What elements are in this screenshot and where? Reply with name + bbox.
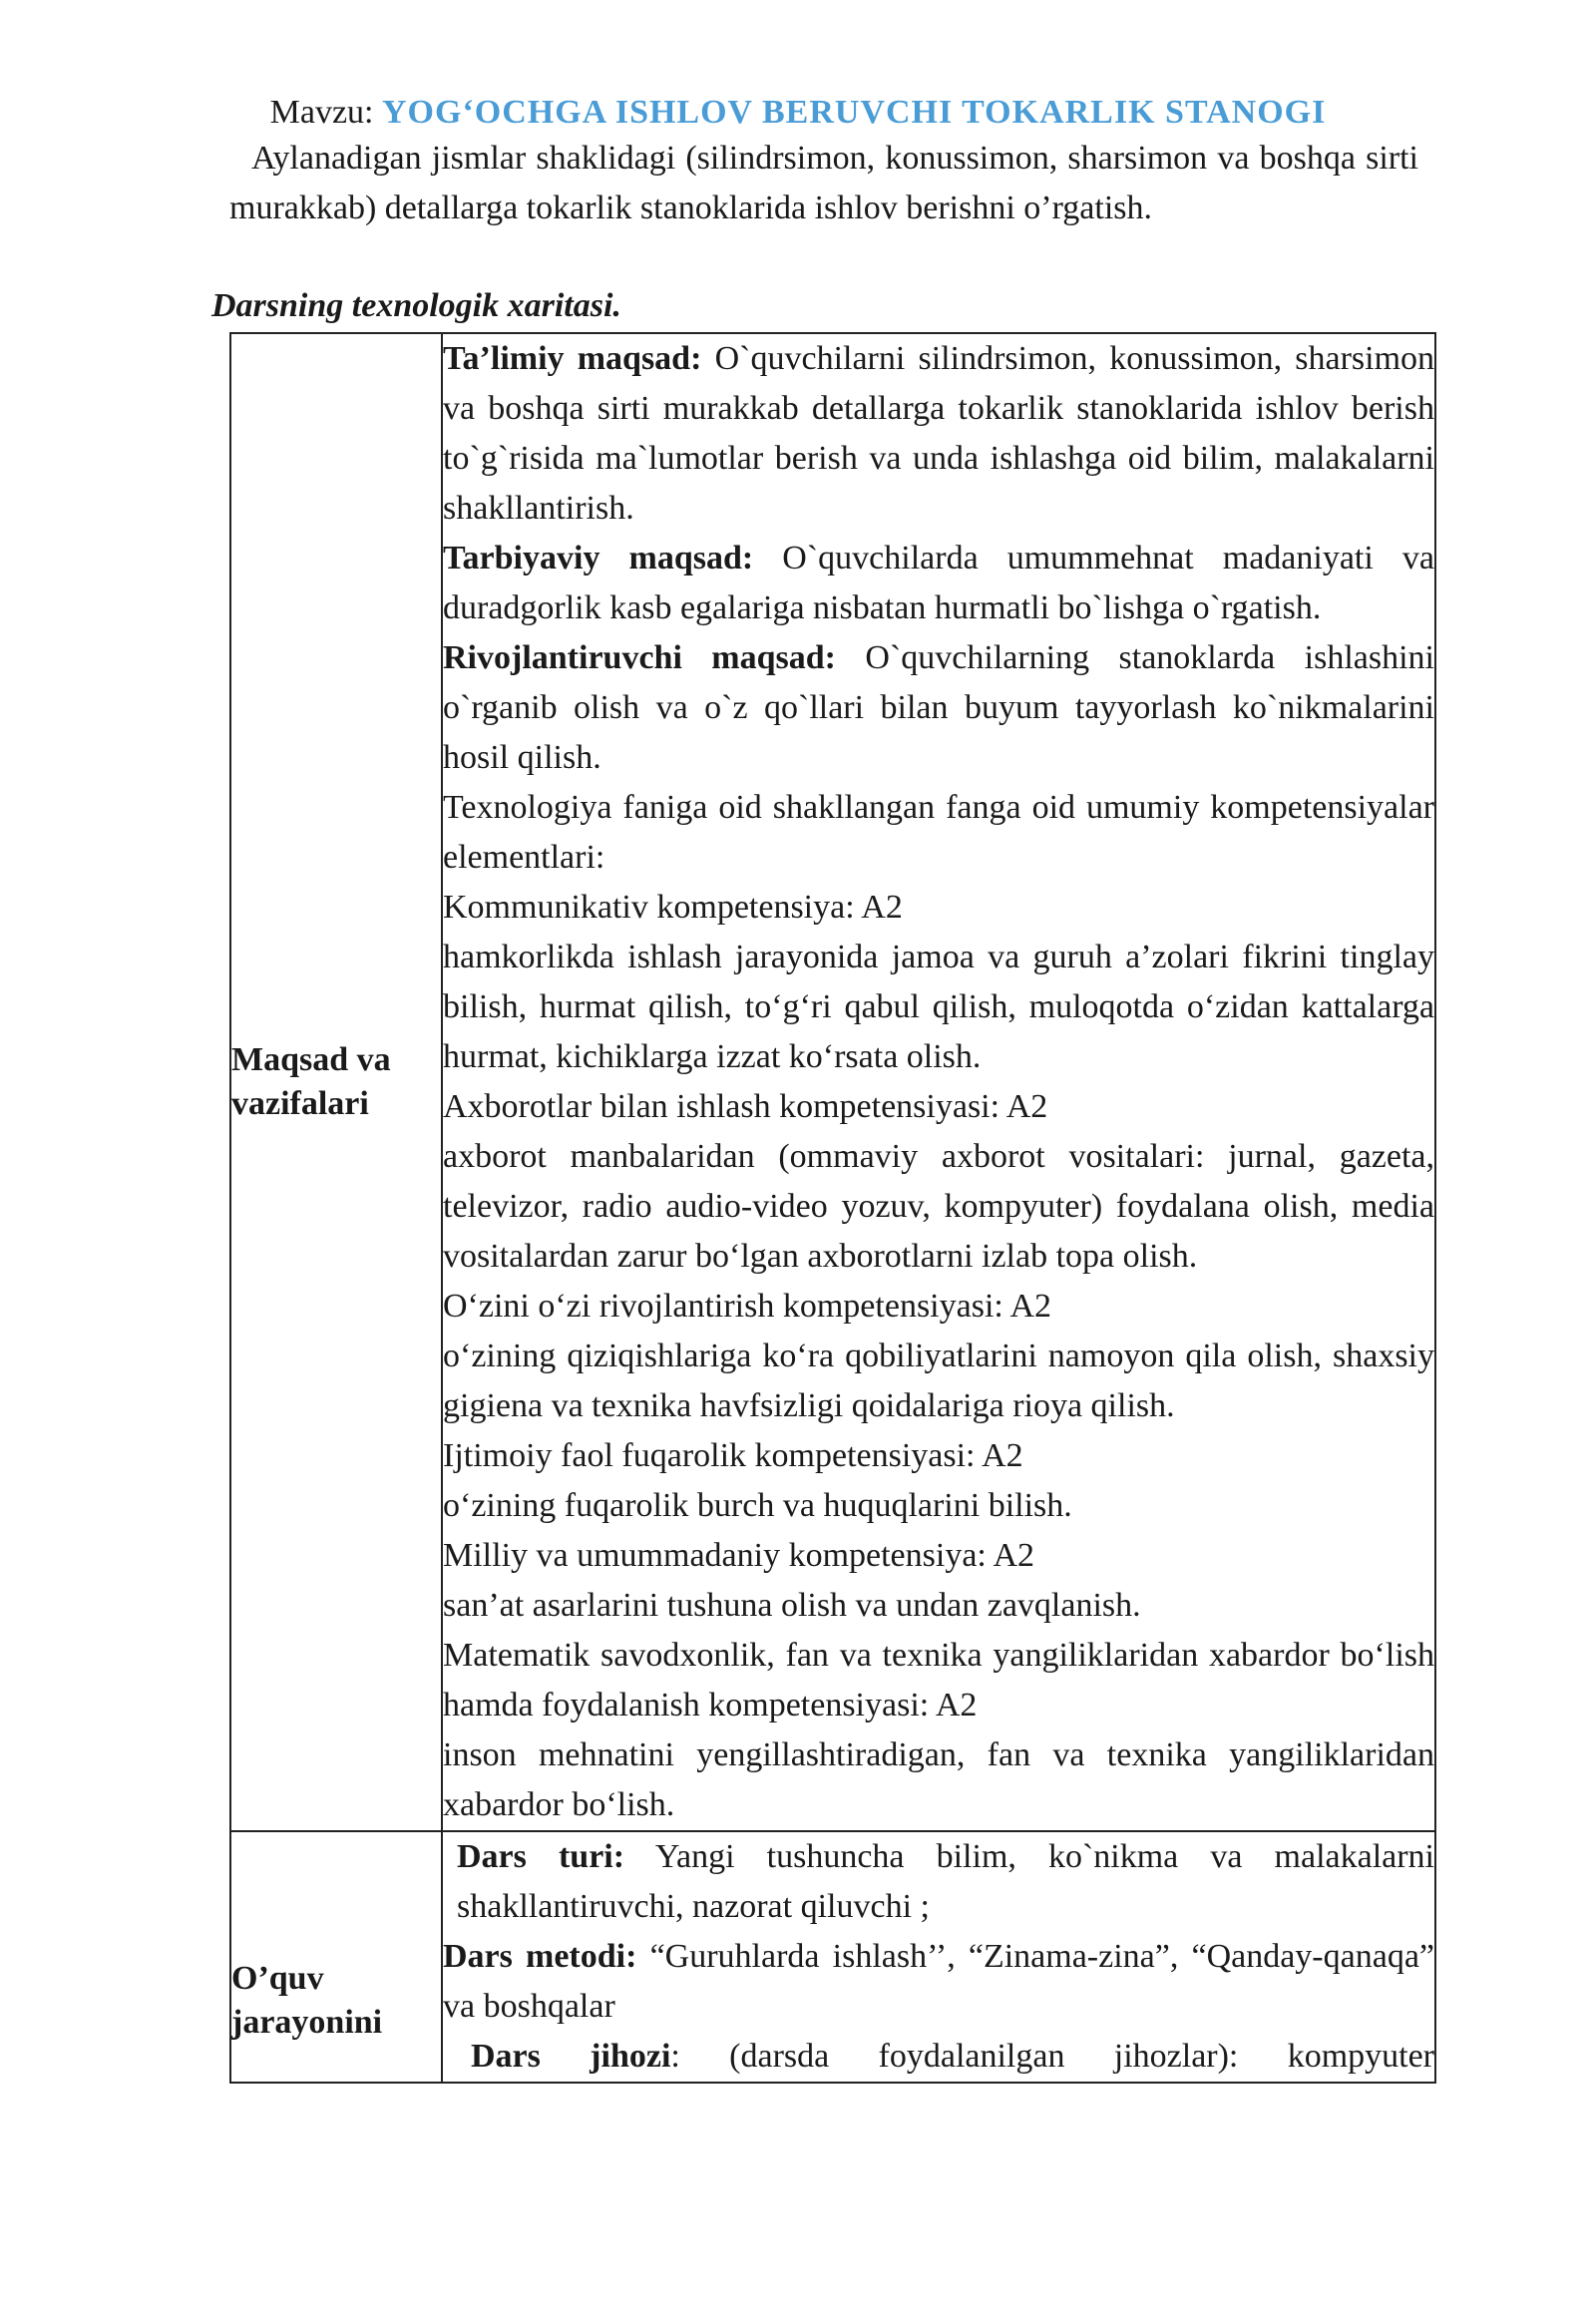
rivoj-label: Rivojlantiruvchi maqsad: (443, 639, 836, 676)
dars-jihozi-paragraph (443, 2032, 1434, 2082)
matematik-heading: Matematik savodxonlik, fan va texnika yangiliklaridan xabardor bo‘lish hamda foydalanish kompetensiyasi: A2 (443, 1637, 1434, 1724)
dars-jihozi-label: Dars jihozi (471, 2038, 671, 2075)
tarbiyaviy-text: O`quvchilarda umummehnat madaniyati va duradgorlik kasb egalariga nisbatan hurmatli bo`lishga o`rgatish. (443, 540, 1434, 626)
topic-label: Mavzu: (269, 94, 374, 131)
topic-line (0, 88, 1596, 138)
axborot-text: axborot manbalaridan (ommaviy axborot vositalari: jurnal, gazeta, televizor, radio audio-video yozuv, kompyuter) foydalana olish, media vositalardan zarur bo‘lgan axborotlarni izlab topa olish. (443, 1138, 1434, 1275)
milliy-heading: Milliy va umummadaniy kompetensiya: A2 (443, 1537, 1035, 1574)
table-row-goals (230, 333, 1435, 1831)
ijtimoiy-text: o‘zining fuqarolik burch va huquqlarini bilish. (443, 1487, 1072, 1524)
talimiy-label: Ta’limiy maqsad: (443, 340, 702, 377)
process-content-cell (442, 1831, 1435, 2083)
goals-content-cell (442, 333, 1435, 1831)
matematik-text: inson mehnatini yengillashtiradigan, fan va texnika yangiliklaridan xabardor bo‘lish. (443, 1736, 1434, 1823)
rivoj-text: O`quvchilarning stanoklarda ishlashini o`rganib olish va o`z qo`llari bilan buyum tayyorlash ko`nikmalarini hosil qilish. (443, 639, 1434, 776)
dars-turi-label: Dars turi: (457, 1838, 625, 1875)
tarbiyaviy-paragraph (443, 534, 1434, 633)
kommunikativ-heading: Kommunikativ kompetensiya: A2 (443, 889, 903, 926)
dars-metodi-label: Dars metodi: (443, 1938, 637, 1975)
ozini-heading: O‘zini o‘zi rivojlantirish kompetensiyasi: A2 (443, 1288, 1052, 1325)
goals-label-cell (230, 333, 442, 1831)
dars-turi-paragraph (443, 1832, 1434, 1932)
topic-title: YOG‘OCHGA ISHLOV BERUVCHI TOKARLIK STANOGI (382, 94, 1327, 131)
goals-label: Maqsad va vazifalari (231, 1041, 391, 1122)
tarbiyaviy-label: Tarbiyaviy maqsad: (443, 540, 754, 576)
section-subheading: Darsning texnologik xaritasi. (211, 287, 621, 324)
ijtimoiy-heading: Ijtimoiy faol fuqarolik kompetensiyasi: A2 (443, 1437, 1023, 1474)
milliy-text: san’at asarlarini tushuna olish va undan zavqlanish. (443, 1587, 1141, 1624)
dars-turi-text: Yangi tushuncha bilim, ko`nikma va malakalarni shakllantiruvchi, nazorat qiluvchi ; (457, 1838, 1435, 1925)
dars-metodi-paragraph (443, 1932, 1434, 2032)
kommunikativ-text: hamkorlikda ishlash jarayonida jamoa va guruh a’zolari fikrini tinglay bilish, hurmat qilish, to‘g‘ri qabul qilish, muloqotda o‘zidan kattalarga hurmat, kichiklarga izzat ko‘rsata olish. (443, 939, 1434, 1075)
dars-jihozi-text: : (darsda foydalanilgan jihozlar): kompyuter (670, 2038, 1434, 2075)
talimiy-text: O`quvchilarni silindrsimon, konussimon, sharsimon va boshqa sirti murakkab detallarga tokarlik stanoklarida ishlov berish to`g`risida ma`lumotlar berish va unda ishlashga oid bilim, malakalarni shakllantirish. (443, 340, 1435, 527)
process-label-cell (230, 1831, 442, 2083)
texno-intro: Texnologiya faniga oid shakllangan fanga oid umumiy kompetensiyalar elementlari: (443, 789, 1434, 876)
process-label: O’quv jarayonini (231, 1960, 383, 2041)
talimiy-paragraph (443, 334, 1434, 534)
axborot-heading: Axborotlar bilan ishlash kompetensiyasi: A2 (443, 1088, 1048, 1125)
ozini-text: o‘zining qiziqishlariga ko‘ra qobiliyatlarini namoyon qila olish, shaxsiy gigiena va texnika havfsizligi qoidalariga rioya qilish. (443, 1338, 1434, 1424)
dars-metodi-text: “Guruhlarda ishlash’’, “Zinama-zina”, “Qanday-qanaqa” va boshqalar (443, 1938, 1434, 2025)
rivoj-paragraph (443, 633, 1434, 783)
intro-paragraph: Aylanadigan jismlar shaklidagi (silindrsimon, konussimon, sharsimon va boshqa sirti murakkab) detallarga tokarlik stanoklarida ishlov berishni o’rgatish. (229, 140, 1418, 226)
technology-map-table (229, 332, 1436, 2084)
table-row-process (230, 1831, 1435, 2083)
